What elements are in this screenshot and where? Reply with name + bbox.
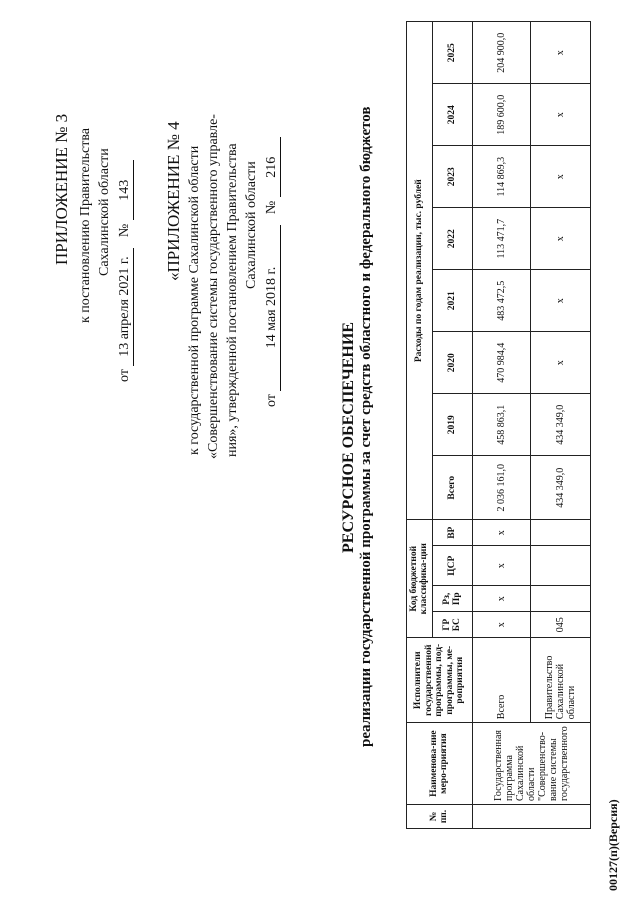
row-2024: 189 600,0	[472, 84, 530, 146]
footer-code: 00127(п)(Версия)	[606, 799, 620, 891]
col-expenses: Расходы по годам реализации, тыс. рублей	[407, 22, 433, 520]
col-vr: ВР	[432, 520, 472, 546]
row-csr	[530, 546, 590, 586]
row-rzpr: х	[472, 586, 530, 612]
appendix4-title: «ПРИЛОЖЕНИЕ № 4	[164, 121, 183, 281]
col-2023: 2023	[432, 146, 472, 208]
row-num	[472, 805, 590, 829]
appendix4-line: ния», утвержденной постановлением Правительства	[225, 143, 240, 457]
col-csr: ЦСР	[432, 546, 472, 586]
row-2021: х	[530, 270, 590, 332]
document-title: РЕСУРСНОЕ ОБЕСПЕЧЕНИЕ	[340, 322, 357, 553]
row-2022: 113 471,7	[472, 208, 530, 270]
appendix3-number: 143	[117, 160, 134, 220]
row-name: Государственная программа Сахалинской области "Совершенство-вание системы государственного	[472, 723, 590, 805]
table-row	[472, 22, 530, 829]
resource-table	[406, 21, 591, 829]
col-2020: 2020	[432, 332, 472, 394]
col-2019: 2019	[432, 394, 472, 456]
col-name: Наименова-ние меро-приятия	[407, 723, 473, 805]
appendix4-line: Сахалинской области	[244, 161, 259, 289]
row-2019: 458 863,1	[472, 394, 530, 456]
appendix3-date-line	[117, 160, 134, 382]
col-2022: 2022	[432, 208, 472, 270]
col-2024: 2024	[432, 84, 472, 146]
appendix4-date-line	[264, 137, 281, 407]
col-budget-code: Код бюджетной классифика-ции	[407, 520, 433, 638]
appendix4-number: 216	[264, 137, 281, 197]
appendix3-line: к постановлению Правительства	[78, 127, 93, 323]
document-subtitle: реализации государственной программы за счет средств областного и федерального бюджетов	[358, 106, 374, 747]
col-grbs: ГР БС	[432, 612, 472, 638]
row-2025: 204 900,0	[472, 22, 530, 84]
row-2022: х	[530, 208, 590, 270]
col-rzpr: Рз, Пр	[432, 586, 472, 612]
row-2020: х	[530, 332, 590, 394]
col-2021: 2021	[432, 270, 472, 332]
row-2020: 470 984,4	[472, 332, 530, 394]
row-vr: х	[472, 520, 530, 546]
row-2021: 483 472,5	[472, 270, 530, 332]
col-2025: 2025	[432, 22, 472, 84]
appendix4-date: 14 мая 2018 г.	[264, 225, 281, 391]
row-executor: Всего	[472, 638, 530, 723]
table-row	[530, 22, 590, 829]
row-2025: х	[530, 22, 590, 84]
row-2023: 114 869,3	[472, 146, 530, 208]
header-row	[407, 22, 433, 829]
col-executors: Исполнители государственной программы, под-программы, ме-роприятия	[407, 638, 473, 723]
row-rzpr	[530, 586, 590, 612]
row-2024: х	[530, 84, 590, 146]
number-label: №	[264, 200, 279, 215]
col-num: № пп.	[407, 805, 473, 829]
appendix3-line: Сахалинской области	[97, 148, 112, 276]
appendix4-line: «Совершенствование системы государственного управле-	[206, 114, 221, 459]
row-2019: 434 349,0	[530, 394, 590, 456]
appendix4-line: к государственной программе Сахалинской области	[187, 145, 202, 455]
row-total: 434 349,0	[530, 456, 590, 520]
appendix3-title: ПРИЛОЖЕНИЕ № 3	[52, 113, 71, 265]
row-total: 2 036 161,0	[472, 456, 530, 520]
resource-table-wrap	[406, 21, 591, 829]
row-2023: х	[530, 146, 590, 208]
number-label: №	[117, 223, 132, 238]
row-grbs: 045	[530, 612, 590, 638]
row-executor: Правительство Сахалинской области	[530, 638, 590, 723]
row-grbs: х	[472, 612, 530, 638]
row-vr	[530, 520, 590, 546]
from-label: от	[117, 369, 132, 382]
row-csr: х	[472, 546, 530, 586]
col-total: Всего	[432, 456, 472, 520]
appendix3-date: 13 апреля 2021 г.	[117, 248, 134, 366]
from-label: от	[264, 394, 279, 407]
